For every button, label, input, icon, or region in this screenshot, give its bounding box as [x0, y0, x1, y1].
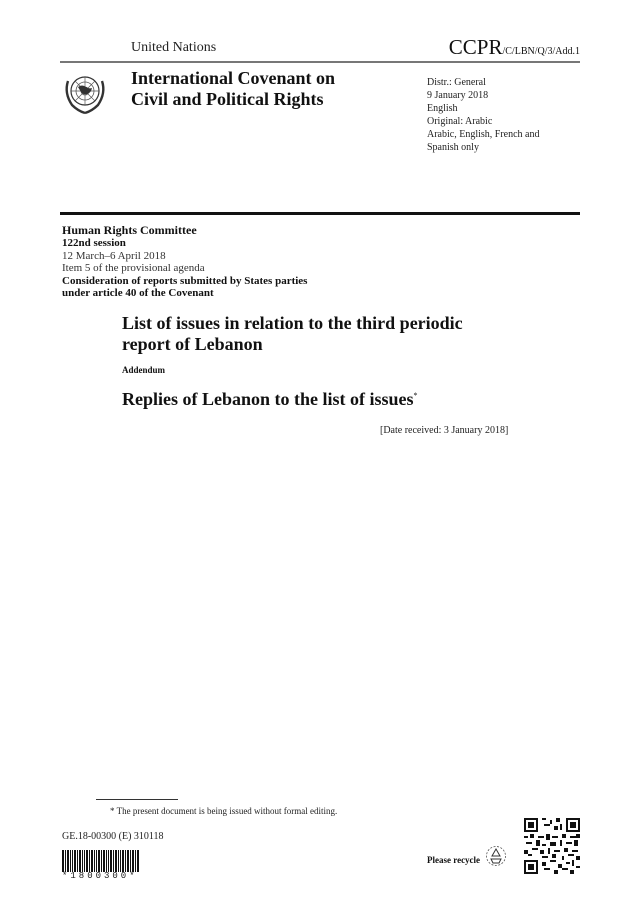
footnote: * The present document is being issued without formal editing.	[110, 806, 338, 816]
document-symbol	[449, 35, 580, 60]
distribution-line: Spanish only	[427, 142, 479, 153]
session: 122nd session	[62, 237, 126, 249]
distribution-line: Arabic, English, French and	[427, 129, 540, 140]
title-line-1: List of issues in relation to the third periodic	[122, 313, 463, 333]
symbol-main: CCPR	[448, 35, 503, 59]
organization-name: United Nations	[131, 40, 217, 55]
covenant-line-2: Civil and Political Rights	[131, 89, 324, 109]
covenant-title	[131, 68, 335, 110]
committee-block	[62, 223, 307, 300]
un-emblem-icon	[60, 67, 110, 117]
subtitle-text: Replies of Lebanon to the list of issues	[122, 389, 414, 409]
header-rule	[60, 61, 580, 63]
distribution-block	[427, 76, 539, 154]
section-rule	[60, 212, 580, 215]
committee-name: Human Rights Committee	[62, 223, 197, 237]
qr-code	[524, 818, 580, 874]
symbol-suffix: /C/LBN/Q/3/Add.1	[502, 46, 580, 57]
distribution-line: Distr.: General	[427, 77, 486, 88]
footnote-rule	[96, 799, 178, 800]
title-line-2: report of Lebanon	[122, 334, 263, 354]
distribution-line: English	[427, 103, 458, 114]
document-title	[122, 313, 463, 355]
covenant-line-1: International Covenant on	[131, 68, 336, 88]
barcode	[62, 850, 150, 872]
distribution-line: Original: Arabic	[427, 116, 493, 127]
consideration-line-1: Consideration of reports submitted by States parties	[62, 274, 308, 287]
consideration-line-2: under article 40 of the Covenant	[62, 287, 214, 299]
job-number: GE.18-00300 (E) 310118	[62, 831, 164, 842]
date-received: [Date received: 3 January 2018]	[380, 425, 509, 436]
agenda-item: Item 5 of the provisional agenda	[62, 262, 205, 274]
footnote-marker: *	[413, 391, 418, 400]
addendum-label: Addendum	[122, 365, 166, 375]
recycle-icon	[485, 845, 507, 867]
recycle-label: Please recycle	[427, 855, 481, 865]
session-dates: 12 March–6 April 2018	[62, 249, 166, 262]
document-subtitle	[122, 389, 418, 410]
distribution-line: 9 January 2018	[427, 90, 489, 101]
barcode-number: *1800300*	[62, 871, 138, 881]
